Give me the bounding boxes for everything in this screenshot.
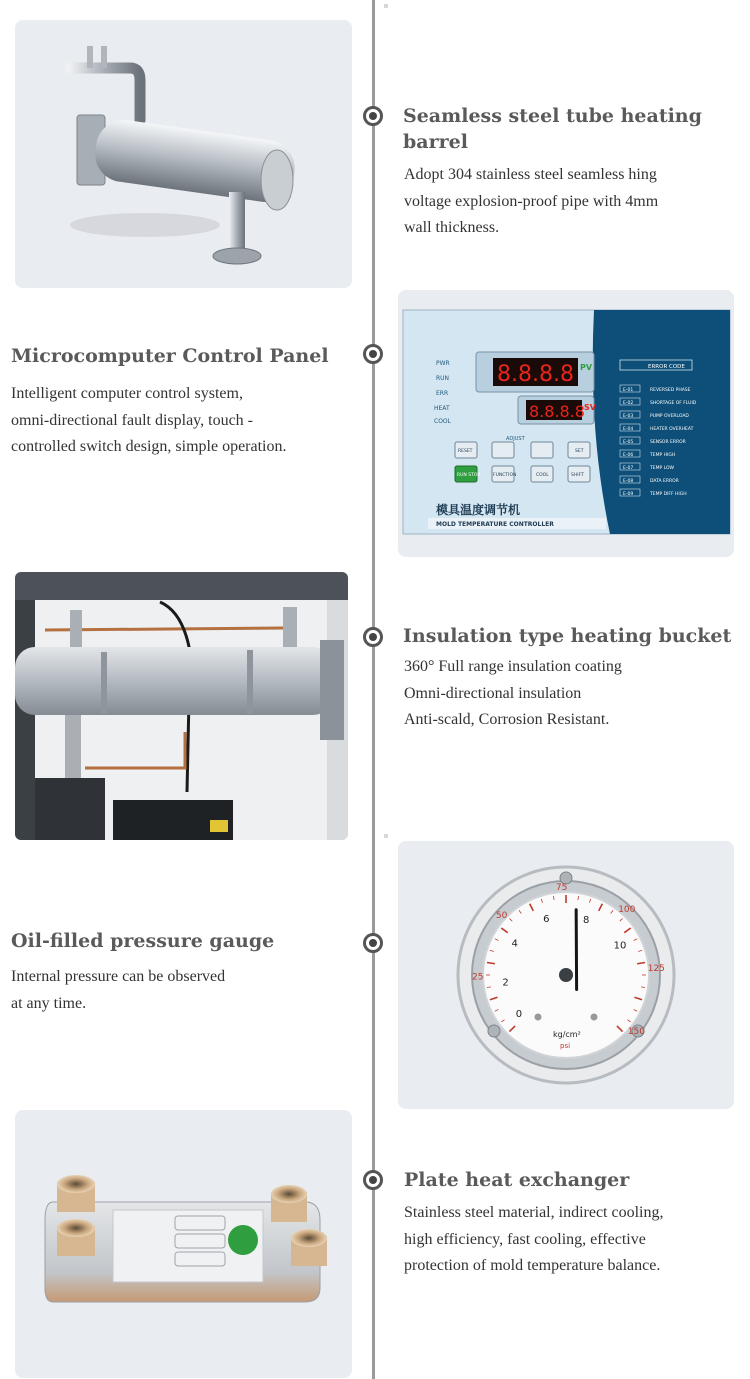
control-panel-photo [398,290,734,557]
adjust-label: ADJUST [506,436,525,442]
heat-exchanger-illustration [15,1110,352,1378]
pressure-gauge-illustration [398,841,734,1109]
gauge-inner-label: 8 [583,914,590,926]
sv-display: 8.8.8.8 [529,402,585,421]
gauge-inner-label: 4 [511,938,518,950]
feature-description [404,162,734,242]
gauge-unit-inner: kg/cm² [553,1030,581,1039]
heating-barrel-illustration [15,20,352,288]
status-label: RUN [436,375,450,382]
description-line: Anti-scald, Corrosion Resistant. [404,711,610,728]
timeline-dot [363,344,383,364]
description-line: omni-directional fault display, touch - [11,411,254,429]
status-label: ERR [436,390,449,397]
insulation-bucket-illustration [15,572,348,840]
pv-display: 8.8.8.8 [497,362,574,387]
description-line: at any time. [11,994,87,1012]
error-code-header: ERROR CODE [648,364,685,370]
feature-description [11,964,351,1017]
gauge-outer-label: 100 [618,904,636,915]
svg-text:E-09: E-09 [623,492,634,497]
heating-barrel-photo [15,20,352,288]
button-label: RESET [458,449,473,454]
gauge-inner-label: 2 [502,977,509,989]
status-label: PWR [436,360,450,367]
description-line: Intelligent computer control system, [11,385,243,402]
svg-text:HEATER OVERHEAT: HEATER OVERHEAT [650,427,694,432]
feature-title: Insulation type heating bucket [403,625,732,647]
timeline-tick [384,834,388,838]
feature-description [11,381,351,461]
svg-text:E-01: E-01 [623,388,634,393]
panel-title-cn: 模具温度调节机 [436,503,521,517]
button-label: FUNCTION [493,473,517,478]
feature-title: Plate heat exchanger [404,1169,630,1191]
gauge-outer-label: 75 [555,883,568,894]
gauge-outer-label: 25 [472,972,484,983]
button-label: RUN STOP [457,473,481,478]
description-line: Stainless steel material, indirect cooling, [404,1204,664,1221]
timeline-tick [384,4,388,8]
button-label: SHIFT [571,473,584,478]
svg-text:SENSOR ERROR: SENSOR ERROR [650,440,686,445]
gauge-outer-label: 125 [647,964,665,975]
insulation-bucket-photo [15,572,348,840]
description-line: Omni-directional insulation [404,684,582,702]
gauge-inner-label: 10 [613,940,627,952]
description-line: protection of mold temperature balance. [404,1257,661,1274]
status-label: COOL [434,418,451,425]
description-line: Internal pressure can be observed [11,968,226,985]
button-label: COOL [536,473,549,478]
gauge-unit-outer: psi [560,1042,571,1050]
feature-description [404,1200,744,1280]
description-line: Adopt 304 stainless steel seamless hing [404,166,657,183]
feature-title: Oil-filled pressure gauge [11,930,275,952]
svg-text:TEMP LOW: TEMP LOW [650,466,674,471]
description-line: controlled switch design, simple operation. [11,438,287,455]
feature-description [404,654,744,734]
svg-text:DATA ERROR: DATA ERROR [650,479,679,484]
svg-text:PUMP OVERLOAD: PUMP OVERLOAD [650,414,689,419]
gauge-inner-label: 0 [515,1009,523,1021]
gauge-outer-label: 50 [495,910,508,921]
svg-text:TEMP DIFF HIGH: TEMP DIFF HIGH [650,492,687,497]
timeline-dot [363,106,383,126]
pressure-gauge-photo [398,841,734,1109]
gauge-outer-label: 150 [627,1027,645,1038]
heat-exchanger-photo [15,1110,352,1378]
svg-text:E-03: E-03 [623,414,634,419]
svg-text:E-06: E-06 [623,453,634,458]
svg-text:E-04: E-04 [623,427,634,432]
svg-text:E-08: E-08 [623,479,634,484]
svg-text:E-07: E-07 [623,466,634,471]
status-label: HEAT [434,405,450,412]
feature-title: Seamless steel tube heating barrel [403,105,702,153]
sv-label: SV [584,403,596,412]
timeline-dot [363,933,383,953]
description-line: 360° Full range insulation coating [404,658,622,675]
gauge-inner-label: 6 [543,914,550,926]
panel-title-en: MOLD TEMPERATURE CONTROLLER [436,521,554,528]
svg-text:E-02: E-02 [623,401,634,406]
description-line: wall thickness. [404,219,500,236]
description-line: voltage explosion-proof pipe with 4mm [404,192,659,210]
timeline-dot [363,1170,383,1190]
svg-text:SHORTAGE OF FLUID: SHORTAGE OF FLUID [650,401,697,406]
description-line: high efficiency, fast cooling, effective [404,1230,646,1248]
pv-label: PV [580,363,593,372]
svg-text:TEMP HIGH: TEMP HIGH [650,453,676,458]
timeline-dot [363,627,383,647]
control-panel-illustration [398,290,734,557]
svg-text:E-05: E-05 [623,440,634,445]
svg-text:REVERSED PHASE: REVERSED PHASE [650,388,691,393]
feature-title: Microcomputer Control Panel [11,345,329,367]
button-label: SET [575,449,584,454]
